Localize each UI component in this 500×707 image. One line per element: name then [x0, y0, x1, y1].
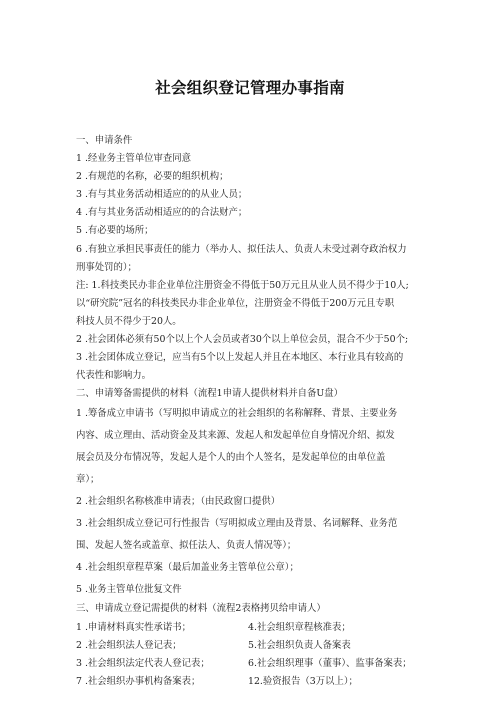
condition-item: 刑事处罚的）； [76, 261, 137, 273]
condition-note: 2 .社会团体必须有50个以上个人会员或者30个以上单位会员，混合不少于50个; [76, 334, 409, 346]
preparation-item: 内容、成立理由、活动资金及其来源、发起人和发起单位自身情况介绍、拟发 [76, 430, 395, 442]
registration-item: 2 .社会组织法人登记表； [76, 639, 182, 651]
registration-item: 4.社会组织章程核准表； [248, 621, 351, 633]
preparation-item: 展会员及分布情况等，发起人是个人的由个人签名，是发起单位的由单位盖 [76, 452, 386, 464]
condition-item: 1 .经业务主管单位审查同意 [76, 153, 192, 165]
condition-note: 以“研究院”冠名的科技类民办非企业单位，注册资金不得低于200万元且专职 [76, 297, 395, 309]
condition-item: 5 .有必要的场所； [76, 225, 154, 237]
condition-item: 3 .有与其业务活动相适应的的从业人员； [76, 189, 248, 201]
section-heading-registration: 三、申请成立登记需提供的材料（流程2表格拷贝给申请人） [76, 603, 326, 615]
registration-row [76, 655, 440, 673]
section-heading-conditions: 一、申请条件 [76, 135, 133, 146]
condition-note: 3 .社会团体成立登记，应当有5个以上发起人并且在本地区、本行业具有较高的 [76, 352, 404, 364]
registration-item: 7 .社会组织办事机构备案表； [76, 675, 201, 687]
preparation-item: 1 .筹备成立申请书（写明拟申请成立的社会组织的名称解释、背景、主要业务 [76, 408, 398, 420]
preparation-item: 5 .业务主管单位批复文件 [76, 583, 182, 595]
document-body [76, 132, 440, 691]
registration-item: 12.验资报告（3万以上）； [248, 675, 358, 687]
registration-item: 3 .社会组织法定代表人登记表； [76, 657, 210, 669]
registration-item: 5.社会组织负责人备案表 [248, 639, 351, 651]
condition-note: 注: 1.科技类民办非企业单位注册资金不得低于50万元且从业人员不得少于10人; [76, 279, 409, 291]
registration-row [76, 619, 440, 637]
registration-item: 1 .申请材料真实性承诺书； [76, 621, 192, 633]
registration-row [76, 637, 440, 655]
preparation-item: 章）； [76, 474, 100, 486]
condition-note: 科技人员不得少于20人。 [76, 315, 182, 327]
condition-item: 4 .有与其业务活动相适应的的合法财产； [76, 207, 248, 219]
registration-item: 6.社会组织理事（董事）、监事备案表； [248, 657, 412, 669]
condition-item: 6 .有独立承担民事责任的能力（举办人、拟任法人、负责人未受过剥夺政治权力 [76, 243, 407, 255]
registration-row [76, 673, 440, 691]
preparation-item: 围、发起人签名或盖章、拟任法人、负责人情况等）； [76, 539, 297, 551]
section-heading-preparation: 二、申请筹备需提供的材料（流程1申请人提供材料并自备U盘） [76, 388, 343, 400]
document-title: 社会组织登记管理办事指南 [155, 79, 345, 97]
condition-item: 2 .有规范的名称，必要的组织机构； [76, 171, 229, 183]
preparation-item: 3 .社会组织成立登记可行性报告（写明拟成立理由及背景、名词解释、业务范 [76, 517, 398, 529]
preparation-item: 2 .社会组织名称核准申请表；（由民政窗口提供） [76, 495, 281, 507]
preparation-item: 4 .社会组织章程草案（最后加盖业务主管单位公章）； [76, 561, 299, 573]
condition-note: 代表性和影响力。 [76, 370, 152, 382]
